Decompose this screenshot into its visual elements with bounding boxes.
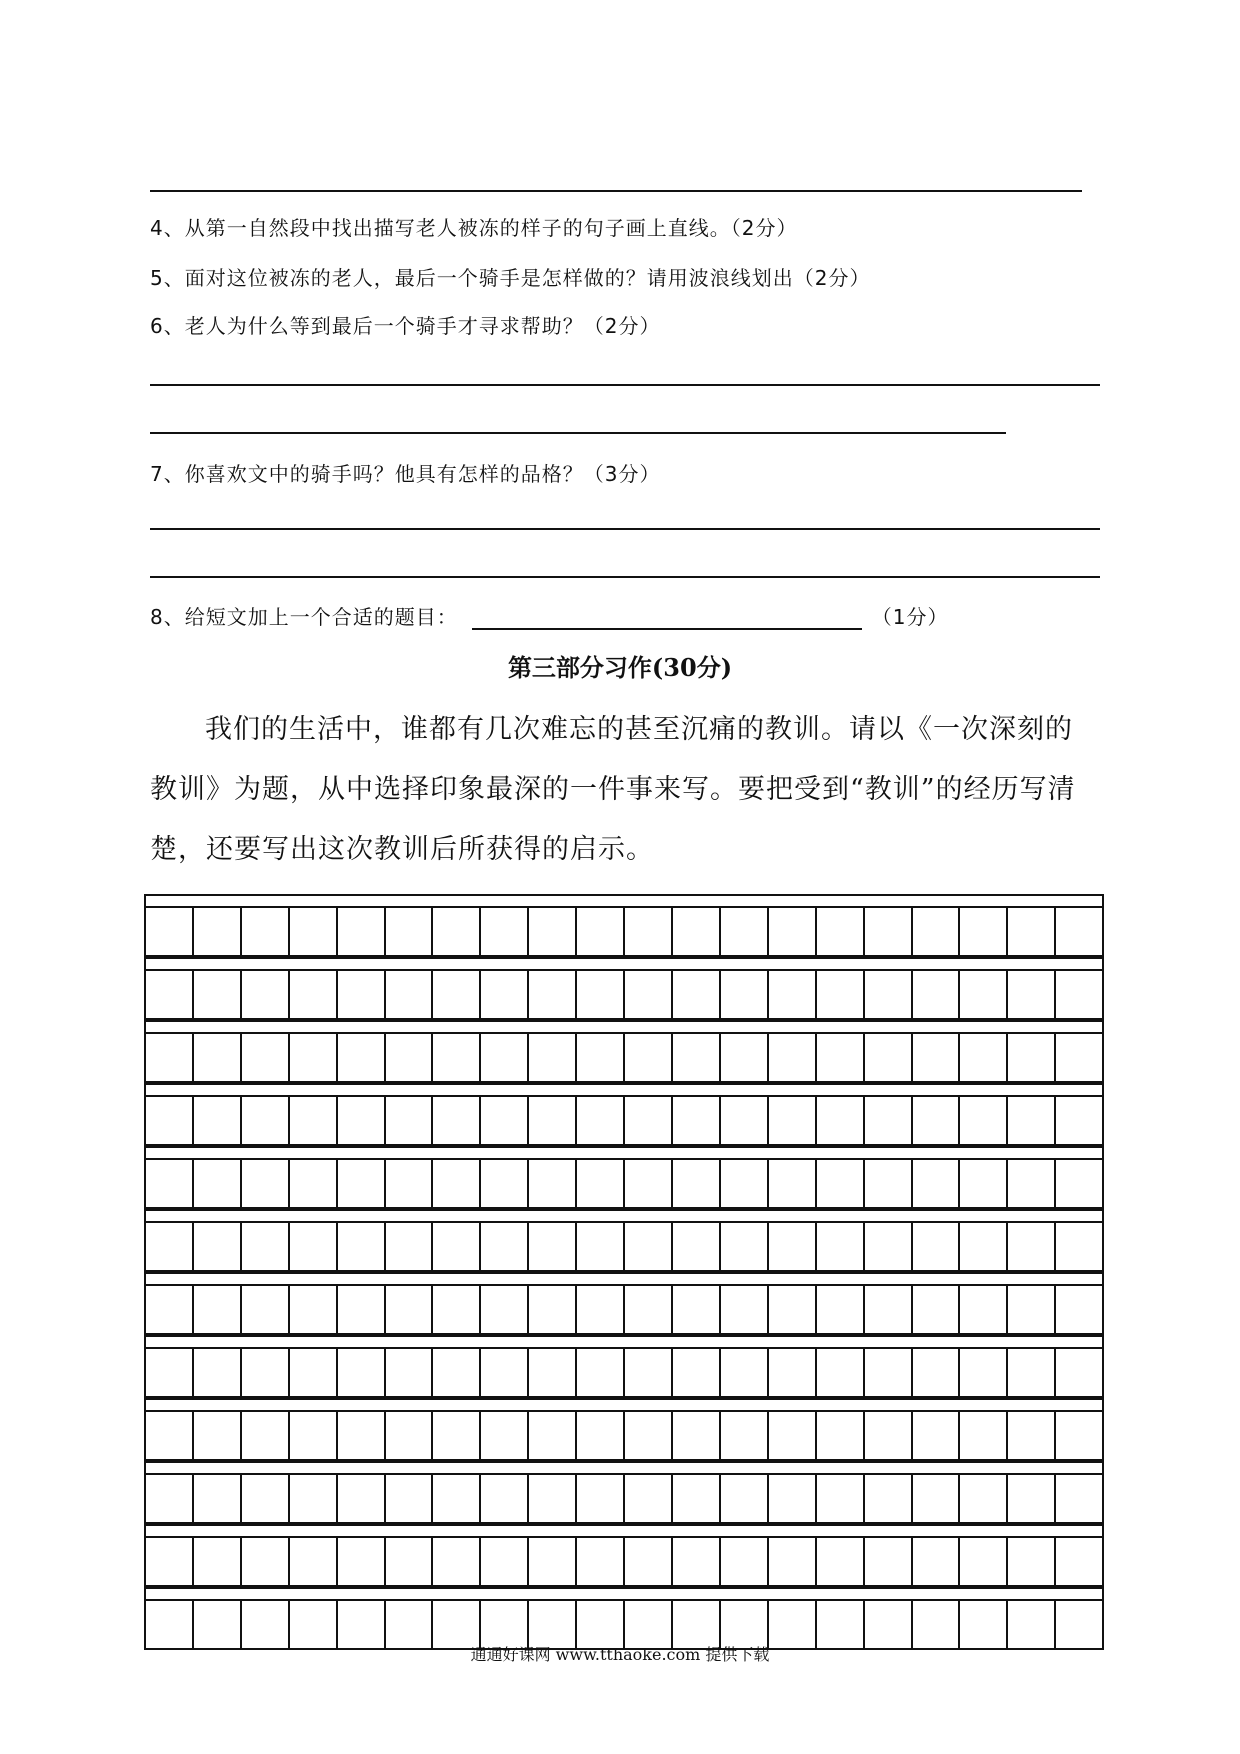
grid-cell[interactable] [960,1601,1008,1648]
grid-cell[interactable] [194,1349,242,1396]
grid-cell[interactable] [673,1412,721,1459]
grid-cell[interactable] [721,1601,769,1648]
grid-cell[interactable] [577,1286,625,1333]
grid-cell[interactable] [673,908,721,955]
composition-grid[interactable] [144,894,1104,1650]
grid-cell[interactable] [673,1538,721,1585]
grid-cell[interactable] [529,1097,577,1144]
grid-cell[interactable] [529,1160,577,1207]
grid-cell[interactable] [529,1286,577,1333]
grid-cell[interactable] [769,1538,817,1585]
grid-cell[interactable] [386,1601,434,1648]
grid-cell[interactable] [529,1412,577,1459]
grid-cell[interactable] [433,1286,481,1333]
grid-cell[interactable] [242,1034,290,1081]
grid-cell[interactable] [290,1223,338,1270]
grid-cell[interactable] [338,971,386,1018]
grid-row-spacer [144,1083,1104,1095]
grid-cell[interactable] [721,1475,769,1522]
grid-cell[interactable] [1008,1475,1056,1522]
grid-cell[interactable] [481,1349,529,1396]
grid-cell[interactable] [338,1538,386,1585]
grid-cell[interactable] [865,1223,913,1270]
grid-cell[interactable] [1008,1538,1056,1585]
grid-cell[interactable] [433,1538,481,1585]
grid-cell[interactable] [721,1286,769,1333]
grid-cell[interactable] [913,1475,961,1522]
answer-line [150,576,1100,578]
grid-cell[interactable] [721,1349,769,1396]
grid-cell[interactable] [242,1412,290,1459]
grid-cell[interactable] [1008,1160,1056,1207]
grid-cell[interactable] [433,1601,481,1648]
grid-cell[interactable] [481,1286,529,1333]
grid-cell[interactable] [1008,1286,1056,1333]
grid-cell[interactable] [146,1538,194,1585]
grid-cell[interactable] [386,1223,434,1270]
grid-row-spacer [144,957,1104,969]
grid-cell[interactable] [242,1601,290,1648]
grid-cell[interactable] [529,908,577,955]
grid-cell[interactable] [338,1097,386,1144]
grid-cell[interactable] [433,971,481,1018]
grid-cell[interactable] [913,1412,961,1459]
grid-cell[interactable] [625,908,673,955]
question-5: 5、面对这位被冻的老人，最后一个骑手是怎样做的？请用波浪线划出（2分） [150,266,871,290]
grid-cell[interactable] [481,1160,529,1207]
grid-cell[interactable] [577,1223,625,1270]
grid-cell[interactable] [194,1160,242,1207]
grid-cell[interactable] [625,971,673,1018]
grid-cell[interactable] [146,1601,194,1648]
grid-cell[interactable] [242,971,290,1018]
grid-cell[interactable] [433,1223,481,1270]
grid-cell[interactable] [194,971,242,1018]
grid-cell[interactable] [1056,1160,1102,1207]
grid-cell[interactable] [194,1097,242,1144]
grid-cell[interactable] [1008,1097,1056,1144]
grid-cell[interactable] [290,1286,338,1333]
grid-cell[interactable] [865,1034,913,1081]
grid-cell[interactable] [817,1412,865,1459]
grid-cell[interactable] [481,1412,529,1459]
grid-cell[interactable] [1056,1412,1102,1459]
grid-cell[interactable] [721,1034,769,1081]
grid-row-spacer [144,1020,1104,1032]
grid-cell[interactable] [1056,1475,1102,1522]
grid-cell[interactable] [386,908,434,955]
grid-row [144,1095,1104,1146]
grid-cell[interactable] [433,1412,481,1459]
grid-cell[interactable] [625,1097,673,1144]
grid-cell[interactable] [433,1475,481,1522]
grid-cell[interactable] [577,1475,625,1522]
grid-cell[interactable] [481,1223,529,1270]
grid-cell[interactable] [1008,1412,1056,1459]
grid-cell[interactable] [721,908,769,955]
grid-row-spacer [144,1461,1104,1473]
grid-cell[interactable] [242,1160,290,1207]
grid-cell[interactable] [960,1034,1008,1081]
grid-cell[interactable] [1008,1034,1056,1081]
grid-cell[interactable] [769,1349,817,1396]
answer-line [150,384,1100,386]
question-4: 4、从第一自然段中找出描写老人被冻的样子的句子画上直线。（2分） [150,216,798,240]
grid-cell[interactable] [386,1286,434,1333]
grid-row [144,1536,1104,1587]
grid-cell[interactable] [721,1538,769,1585]
grid-cell[interactable] [625,1538,673,1585]
grid-cell[interactable] [146,1286,194,1333]
grid-cell[interactable] [433,908,481,955]
grid-cell[interactable] [290,1538,338,1585]
grid-cell[interactable] [769,1601,817,1648]
grid-cell[interactable] [1056,908,1102,955]
grid-cell[interactable] [913,1097,961,1144]
grid-cell[interactable] [386,1034,434,1081]
grid-cell[interactable] [386,1475,434,1522]
grid-cell[interactable] [1056,1286,1102,1333]
grid-cell[interactable] [529,1475,577,1522]
grid-cell[interactable] [338,1475,386,1522]
grid-row-spacer [144,1209,1104,1221]
grid-cell[interactable] [960,1475,1008,1522]
grid-cell[interactable] [625,1223,673,1270]
grid-cell[interactable] [625,1034,673,1081]
grid-cell[interactable] [721,1223,769,1270]
grid-cell[interactable] [577,1034,625,1081]
grid-cell[interactable] [817,1601,865,1648]
grid-cell[interactable] [481,1538,529,1585]
grid-cell[interactable] [290,1160,338,1207]
grid-cell[interactable] [481,971,529,1018]
grid-cell[interactable] [290,1475,338,1522]
grid-cell[interactable] [960,971,1008,1018]
grid-cell[interactable] [673,1601,721,1648]
grid-cell[interactable] [673,1097,721,1144]
grid-cell[interactable] [481,1034,529,1081]
grid-cell[interactable] [769,1223,817,1270]
grid-cell[interactable] [625,1349,673,1396]
grid-cell[interactable] [242,1475,290,1522]
grid-cell[interactable] [817,971,865,1018]
grid-row-spacer [144,1398,1104,1410]
answer-line [150,432,1006,434]
grid-cell[interactable] [577,1097,625,1144]
grid-cell[interactable] [913,1160,961,1207]
grid-cell[interactable] [625,1601,673,1648]
footer-source: 通通好课网 www.tthaoke.com 提供下载 [470,1645,770,1664]
grid-cell[interactable] [577,1412,625,1459]
grid-cell[interactable] [1056,1097,1102,1144]
grid-row [144,1473,1104,1524]
grid-row [144,1221,1104,1272]
grid-cell[interactable] [721,1160,769,1207]
grid-cell[interactable] [865,1475,913,1522]
grid-cell[interactable] [290,971,338,1018]
grid-cell[interactable] [960,1538,1008,1585]
grid-cell[interactable] [673,971,721,1018]
grid-cell[interactable] [817,908,865,955]
grid-cell[interactable] [529,1538,577,1585]
grid-cell[interactable] [960,1412,1008,1459]
grid-cell[interactable] [817,1223,865,1270]
grid-cell[interactable] [338,1034,386,1081]
grid-cell[interactable] [386,1412,434,1459]
grid-cell[interactable] [146,1475,194,1522]
grid-row [144,1032,1104,1083]
grid-cell[interactable] [194,1223,242,1270]
grid-cell[interactable] [242,1349,290,1396]
grid-cell[interactable] [577,1349,625,1396]
grid-cell[interactable] [913,1349,961,1396]
grid-cell[interactable] [386,1349,434,1396]
grid-cell[interactable] [1056,1034,1102,1081]
question-8-score: （1分） [871,605,949,629]
grid-cell[interactable] [769,971,817,1018]
grid-cell[interactable] [960,908,1008,955]
grid-cell[interactable] [577,971,625,1018]
grid-cell[interactable] [1008,908,1056,955]
grid-cell[interactable] [673,1286,721,1333]
question-6: 6、老人为什么等到最后一个骑手才寻求帮助？（2分） [150,314,661,338]
grid-cell[interactable] [290,1349,338,1396]
grid-cell[interactable] [194,1475,242,1522]
grid-cell[interactable] [194,1412,242,1459]
answer-line [150,528,1100,530]
grid-cell[interactable] [960,1286,1008,1333]
grid-cell[interactable] [386,1097,434,1144]
grid-cell[interactable] [529,1034,577,1081]
grid-cell[interactable] [529,1349,577,1396]
grid-cell[interactable] [242,1538,290,1585]
grid-cell[interactable] [673,1160,721,1207]
grid-cell[interactable] [960,1097,1008,1144]
grid-cell[interactable] [817,1097,865,1144]
grid-cell[interactable] [865,1286,913,1333]
grid-cell[interactable] [386,971,434,1018]
question-7: 7、你喜欢文中的骑手吗？他具有怎样的品格？（3分） [150,462,661,486]
grid-cell[interactable] [817,1286,865,1333]
grid-cell[interactable] [146,1412,194,1459]
grid-cell[interactable] [433,1034,481,1081]
grid-cell[interactable] [242,1223,290,1270]
grid-cell[interactable] [481,908,529,955]
grid-cell[interactable] [433,1097,481,1144]
grid-cell[interactable] [1056,1349,1102,1396]
grid-cell[interactable] [338,1412,386,1459]
grid-cell[interactable] [577,1160,625,1207]
grid-cell[interactable] [673,1475,721,1522]
grid-cell[interactable] [865,1160,913,1207]
grid-cell[interactable] [577,1601,625,1648]
grid-cell[interactable] [146,1349,194,1396]
grid-cell[interactable] [290,1412,338,1459]
grid-cell[interactable] [960,1349,1008,1396]
grid-cell[interactable] [960,1223,1008,1270]
grid-cell[interactable] [194,908,242,955]
grid-cell[interactable] [817,1538,865,1585]
grid-cell[interactable] [865,971,913,1018]
grid-cell[interactable] [146,1160,194,1207]
grid-cell[interactable] [194,1601,242,1648]
grid-cell[interactable] [146,1034,194,1081]
grid-row-spacer [144,894,1104,906]
grid-cell[interactable] [721,971,769,1018]
grid-cell[interactable] [769,1097,817,1144]
grid-cell[interactable] [433,1160,481,1207]
grid-cell[interactable] [386,1538,434,1585]
grid-cell[interactable] [194,1286,242,1333]
grid-cell[interactable] [529,971,577,1018]
grid-cell[interactable] [290,1034,338,1081]
grid-cell[interactable] [625,1412,673,1459]
grid-cell[interactable] [194,1034,242,1081]
grid-cell[interactable] [817,1475,865,1522]
grid-cell[interactable] [865,1538,913,1585]
grid-cell[interactable] [529,1223,577,1270]
grid-row [144,906,1104,957]
grid-cell[interactable] [913,908,961,955]
grid-cell[interactable] [433,1349,481,1396]
grid-cell[interactable] [1056,1538,1102,1585]
grid-cell[interactable] [865,1601,913,1648]
grid-cell[interactable] [146,908,194,955]
grid-cell[interactable] [769,1160,817,1207]
grid-row [144,1158,1104,1209]
grid-cell[interactable] [1008,1601,1056,1648]
writing-prompt: 我们的生活中，谁都有几次难忘的甚至沉痛的教训。请以《一次深刻的教训》为题，从中选择印象最深的一件事来写。要把受到“教训”的经历写清楚，还要写出这次教训后所获得的启示。 [150,714,1076,865]
grid-cell[interactable] [338,1223,386,1270]
grid-cell[interactable] [625,1475,673,1522]
grid-cell[interactable] [913,1223,961,1270]
grid-cell[interactable] [769,908,817,955]
grid-cell[interactable] [769,1412,817,1459]
grid-cell[interactable] [1008,1349,1056,1396]
question-8-label: 8、给短文加上一个合适的题目： [150,605,458,629]
grid-cell[interactable] [817,1349,865,1396]
grid-cell[interactable] [338,908,386,955]
grid-row-spacer [144,1146,1104,1158]
grid-cell[interactable] [290,1601,338,1648]
grid-row-spacer [144,1587,1104,1599]
grid-cell[interactable] [673,1034,721,1081]
section-title: 第三部分习作(30分) [507,653,733,682]
grid-cell[interactable] [146,1097,194,1144]
grid-row [144,1410,1104,1461]
grid-cell[interactable] [960,1160,1008,1207]
grid-cell[interactable] [338,1349,386,1396]
grid-cell[interactable] [1056,1601,1102,1648]
grid-cell[interactable] [625,1160,673,1207]
grid-cell[interactable] [913,1601,961,1648]
grid-cell[interactable] [386,1160,434,1207]
grid-cell[interactable] [769,1475,817,1522]
grid-cell[interactable] [721,1097,769,1144]
grid-cell[interactable] [865,1097,913,1144]
grid-cell[interactable] [817,1160,865,1207]
grid-cell[interactable] [194,1538,242,1585]
grid-cell[interactable] [290,1097,338,1144]
grid-cell[interactable] [338,1160,386,1207]
grid-cell[interactable] [481,1097,529,1144]
grid-cell[interactable] [913,1034,961,1081]
grid-cell[interactable] [625,1286,673,1333]
grid-cell[interactable] [721,1412,769,1459]
grid-row [144,969,1104,1020]
grid-cell[interactable] [913,1286,961,1333]
grid-row-spacer [144,1335,1104,1347]
grid-row [144,1347,1104,1398]
grid-cell[interactable] [338,1286,386,1333]
grid-cell[interactable] [577,1538,625,1585]
grid-cell[interactable] [338,1601,386,1648]
grid-cell[interactable] [673,1223,721,1270]
grid-cell[interactable] [865,1412,913,1459]
grid-cell[interactable] [1008,1223,1056,1270]
grid-cell[interactable] [242,1097,290,1144]
grid-row-spacer [144,1272,1104,1284]
answer-line [150,190,1082,192]
grid-cell[interactable] [529,1601,577,1648]
grid-cell[interactable] [481,1601,529,1648]
grid-cell[interactable] [481,1475,529,1522]
grid-cell[interactable] [769,1286,817,1333]
grid-cell[interactable] [769,1034,817,1081]
grid-cell[interactable] [673,1349,721,1396]
grid-row-spacer [144,1524,1104,1536]
grid-cell[interactable] [146,1223,194,1270]
title-answer-blank[interactable] [472,606,862,630]
grid-cell[interactable] [865,1349,913,1396]
grid-cell[interactable] [146,971,194,1018]
grid-cell[interactable] [913,1538,961,1585]
grid-cell[interactable] [817,1034,865,1081]
grid-cell[interactable] [290,908,338,955]
grid-cell[interactable] [1008,971,1056,1018]
grid-cell[interactable] [1056,971,1102,1018]
grid-row [144,1284,1104,1335]
grid-cell[interactable] [1056,1223,1102,1270]
grid-cell[interactable] [242,1286,290,1333]
grid-cell[interactable] [577,908,625,955]
grid-cell[interactable] [913,971,961,1018]
grid-cell[interactable] [865,908,913,955]
question-8 [150,601,948,630]
grid-cell[interactable] [242,908,290,955]
